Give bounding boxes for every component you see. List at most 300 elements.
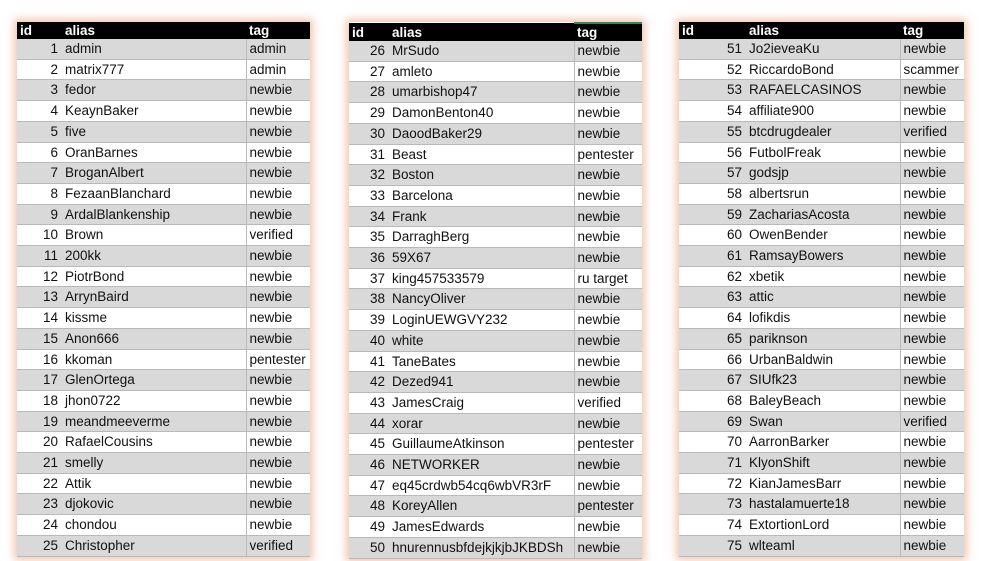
- table-row: [17, 370, 310, 391]
- table-row: [349, 392, 642, 413]
- tag-cell: newbie: [246, 370, 310, 391]
- table-row: [17, 39, 310, 59]
- tag-cell: newbie: [900, 370, 964, 391]
- tag-cell: newbie: [900, 142, 964, 163]
- id-cell: 75: [679, 535, 746, 556]
- tag-cell: verified: [246, 225, 310, 246]
- tag-cell: newbie: [900, 308, 964, 329]
- table-row: [679, 390, 964, 411]
- table-row: [679, 308, 964, 329]
- id-cell: 31: [349, 144, 389, 165]
- table-row: [679, 328, 964, 349]
- id-cell: 39: [349, 310, 389, 331]
- table-row: [679, 59, 964, 80]
- table-row: [349, 227, 642, 248]
- table-row: [679, 535, 964, 556]
- id-cell: 25: [17, 535, 62, 556]
- alias-cell: 200kk: [62, 246, 246, 267]
- alias-cell: Barcelona: [389, 185, 574, 206]
- tag-cell: newbie: [574, 82, 642, 103]
- alias-cell: KeaynBaker: [62, 101, 246, 122]
- tag-cell: newbie: [574, 537, 642, 558]
- table-row: [679, 370, 964, 391]
- header-row: [679, 22, 964, 39]
- header-row: [349, 23, 642, 41]
- table-row: [679, 101, 964, 122]
- id-cell: 29: [349, 103, 389, 124]
- id-cell: 34: [349, 206, 389, 227]
- alias-cell: Brown: [62, 225, 246, 246]
- table-row: [349, 517, 642, 538]
- id-cell: 26: [349, 41, 389, 61]
- tag-cell: newbie: [246, 453, 310, 474]
- id-cell: 71: [679, 453, 746, 474]
- table-row: [17, 453, 310, 474]
- tag-cell: newbie: [246, 494, 310, 515]
- id-cell: 57: [679, 163, 746, 184]
- id-cell: 68: [679, 390, 746, 411]
- id-cell: 62: [679, 266, 746, 287]
- table-row: [679, 432, 964, 453]
- tag-cell: newbie: [900, 246, 964, 267]
- id-cell: 16: [17, 349, 62, 370]
- user-table: [17, 22, 310, 557]
- tag-cell: pentester: [574, 144, 642, 165]
- alias-cell: RafaelCousins: [62, 432, 246, 453]
- tag-cell: newbie: [574, 310, 642, 331]
- alias-column-header: alias: [746, 22, 900, 39]
- table-row: [17, 308, 310, 329]
- table-row: [679, 142, 964, 163]
- id-cell: 70: [679, 432, 746, 453]
- tag-cell: newbie: [900, 183, 964, 204]
- table-row: [349, 372, 642, 393]
- table-body: [679, 39, 964, 556]
- alias-cell: godsjp: [746, 163, 900, 184]
- alias-cell: Jo2ieveaKu: [746, 39, 900, 59]
- user-table: [679, 22, 964, 557]
- tag-cell: newbie: [574, 455, 642, 476]
- tag-cell: newbie: [574, 330, 642, 351]
- id-column-header: id: [679, 22, 746, 39]
- table-row: [349, 268, 642, 289]
- table-row: [17, 328, 310, 349]
- id-cell: 73: [679, 494, 746, 515]
- alias-cell: LoginUEWGVY232: [389, 310, 574, 331]
- tag-cell: newbie: [246, 266, 310, 287]
- alias-cell: FezaanBlanchard: [62, 183, 246, 204]
- tag-cell: newbie: [246, 183, 310, 204]
- id-cell: 42: [349, 372, 389, 393]
- id-cell: 48: [349, 496, 389, 517]
- tag-cell: newbie: [246, 308, 310, 329]
- alias-cell: Dezed941: [389, 372, 574, 393]
- id-cell: 6: [17, 142, 62, 163]
- id-cell: 36: [349, 248, 389, 269]
- alias-cell: king457533579: [389, 268, 574, 289]
- alias-cell: NETWORKER: [389, 455, 574, 476]
- tag-cell: admin: [246, 59, 310, 80]
- alias-cell: RAFAELCASINOS: [746, 80, 900, 101]
- tag-cell: newbie: [900, 390, 964, 411]
- id-cell: 72: [679, 473, 746, 494]
- alias-cell: pariknson: [746, 328, 900, 349]
- alias-cell: JamesCraig: [389, 392, 574, 413]
- id-cell: 2: [17, 59, 62, 80]
- table-row: [17, 59, 310, 80]
- id-cell: 11: [17, 246, 62, 267]
- id-column-header: id: [17, 22, 62, 39]
- id-cell: 1: [17, 39, 62, 59]
- id-cell: 64: [679, 308, 746, 329]
- id-cell: 59: [679, 204, 746, 225]
- id-cell: 40: [349, 330, 389, 351]
- alias-cell: jhon0722: [62, 390, 246, 411]
- alias-cell: UrbanBaldwin: [746, 349, 900, 370]
- table-row: [17, 246, 310, 267]
- tag-cell: verified: [900, 121, 964, 142]
- tag-cell: newbie: [900, 473, 964, 494]
- alias-cell: fedor: [62, 80, 246, 101]
- alias-cell: NancyOliver: [389, 289, 574, 310]
- alias-cell: hnurennusbfdejkjkjbJKBDSh: [389, 537, 574, 558]
- table-row: [349, 248, 642, 269]
- table-row: [679, 287, 964, 308]
- id-cell: 66: [679, 349, 746, 370]
- id-cell: 69: [679, 411, 746, 432]
- tag-cell: newbie: [900, 266, 964, 287]
- tag-cell: newbie: [900, 163, 964, 184]
- tag-cell: newbie: [900, 535, 964, 556]
- alias-cell: admin: [62, 39, 246, 59]
- alias-cell: KianJamesBarr: [746, 473, 900, 494]
- alias-cell: ArrynBaird: [62, 287, 246, 308]
- tag-cell: newbie: [574, 123, 642, 144]
- alias-cell: Beast: [389, 144, 574, 165]
- id-cell: 12: [17, 266, 62, 287]
- table-row: [349, 351, 642, 372]
- table-row: [679, 225, 964, 246]
- tag-cell: newbie: [900, 287, 964, 308]
- tag-column-header: tag: [900, 22, 964, 39]
- id-cell: 54: [679, 101, 746, 122]
- alias-cell: affiliate900: [746, 101, 900, 122]
- id-cell: 27: [349, 61, 389, 82]
- alias-cell: DaoodBaker29: [389, 123, 574, 144]
- tag-cell: pentester: [246, 349, 310, 370]
- alias-cell: KlyonShift: [746, 453, 900, 474]
- id-cell: 22: [17, 473, 62, 494]
- tag-cell: newbie: [246, 246, 310, 267]
- tag-cell: newbie: [900, 80, 964, 101]
- user-table-2: [349, 22, 642, 559]
- tag-cell: newbie: [574, 351, 642, 372]
- id-cell: 18: [17, 390, 62, 411]
- tag-cell: newbie: [246, 328, 310, 349]
- id-cell: 37: [349, 268, 389, 289]
- id-cell: 24: [17, 515, 62, 536]
- id-cell: 43: [349, 392, 389, 413]
- table-row: [679, 183, 964, 204]
- alias-cell: RiccardoBond: [746, 59, 900, 80]
- tag-cell: admin: [246, 39, 310, 59]
- tag-cell: newbie: [900, 101, 964, 122]
- alias-cell: Anon666: [62, 328, 246, 349]
- table-body: [349, 41, 642, 558]
- tag-cell: newbie: [574, 517, 642, 538]
- id-cell: 32: [349, 165, 389, 186]
- tag-cell: newbie: [246, 121, 310, 142]
- table-row: [349, 144, 642, 165]
- table-row: [679, 349, 964, 370]
- table-row: [17, 287, 310, 308]
- alias-column-header: alias: [389, 23, 574, 41]
- id-cell: 47: [349, 475, 389, 496]
- tag-cell: newbie: [246, 163, 310, 184]
- id-cell: 56: [679, 142, 746, 163]
- id-cell: 19: [17, 411, 62, 432]
- alias-cell: xorar: [389, 413, 574, 434]
- table-row: [17, 390, 310, 411]
- user-table: [349, 22, 642, 559]
- id-cell: 23: [17, 494, 62, 515]
- tag-column-header: tag: [246, 22, 310, 39]
- id-cell: 21: [17, 453, 62, 474]
- user-table-1: [17, 22, 310, 557]
- table-row: [349, 310, 642, 331]
- alias-cell: wlteaml: [746, 535, 900, 556]
- id-cell: 13: [17, 287, 62, 308]
- alias-cell: hastalamuerte18: [746, 494, 900, 515]
- id-cell: 28: [349, 82, 389, 103]
- tag-cell: newbie: [574, 289, 642, 310]
- table-row: [349, 165, 642, 186]
- alias-cell: PiotrBond: [62, 266, 246, 287]
- table-row: [679, 39, 964, 59]
- id-cell: 15: [17, 328, 62, 349]
- alias-cell: OranBarnes: [62, 142, 246, 163]
- id-cell: 46: [349, 455, 389, 476]
- table-row: [17, 121, 310, 142]
- tag-cell: newbie: [900, 349, 964, 370]
- alias-cell: AarronBarker: [746, 432, 900, 453]
- tag-cell: newbie: [900, 494, 964, 515]
- id-cell: 58: [679, 183, 746, 204]
- id-cell: 20: [17, 432, 62, 453]
- id-cell: 7: [17, 163, 62, 184]
- tag-cell: newbie: [900, 432, 964, 453]
- table-row: [349, 537, 642, 558]
- alias-cell: GuillaumeAtkinson: [389, 434, 574, 455]
- alias-cell: Boston: [389, 165, 574, 186]
- tag-cell: newbie: [900, 515, 964, 536]
- table-row: [349, 434, 642, 455]
- alias-cell: SIUfk23: [746, 370, 900, 391]
- tag-cell: newbie: [900, 453, 964, 474]
- tag-cell: newbie: [246, 390, 310, 411]
- table-row: [17, 101, 310, 122]
- tag-cell: newbie: [900, 204, 964, 225]
- table-row: [349, 82, 642, 103]
- id-cell: 51: [679, 39, 746, 59]
- table-row: [17, 225, 310, 246]
- table-row: [17, 183, 310, 204]
- alias-cell: Frank: [389, 206, 574, 227]
- tag-cell: newbie: [246, 411, 310, 432]
- id-cell: 8: [17, 183, 62, 204]
- table-row: [349, 475, 642, 496]
- alias-cell: Attik: [62, 473, 246, 494]
- alias-cell: btcdrugdealer: [746, 121, 900, 142]
- table-body: [17, 39, 310, 556]
- table-row: [349, 61, 642, 82]
- id-cell: 4: [17, 101, 62, 122]
- alias-cell: white: [389, 330, 574, 351]
- alias-cell: matrix777: [62, 59, 246, 80]
- alias-cell: lofikdis: [746, 308, 900, 329]
- table-row: [679, 494, 964, 515]
- alias-cell: DamonBenton40: [389, 103, 574, 124]
- alias-cell: DarraghBerg: [389, 227, 574, 248]
- tag-cell: newbie: [900, 39, 964, 59]
- id-cell: 53: [679, 80, 746, 101]
- id-cell: 17: [17, 370, 62, 391]
- alias-cell: attic: [746, 287, 900, 308]
- alias-cell: MrSudo: [389, 41, 574, 61]
- alias-cell: JamesEdwards: [389, 517, 574, 538]
- id-cell: 50: [349, 537, 389, 558]
- alias-cell: Christopher: [62, 535, 246, 556]
- tag-cell: newbie: [574, 372, 642, 393]
- tag-cell: newbie: [246, 515, 310, 536]
- tag-cell: newbie: [246, 101, 310, 122]
- id-cell: 60: [679, 225, 746, 246]
- id-column-header: id: [349, 23, 389, 41]
- tag-cell: verified: [246, 535, 310, 556]
- alias-cell: amleto: [389, 61, 574, 82]
- table-row: [17, 515, 310, 536]
- tag-cell: newbie: [574, 185, 642, 206]
- table-row: [17, 80, 310, 101]
- alias-cell: FutbolFreak: [746, 142, 900, 163]
- table-row: [17, 535, 310, 556]
- alias-cell: meandmeeverme: [62, 411, 246, 432]
- alias-cell: kkoman: [62, 349, 246, 370]
- tag-cell: newbie: [246, 142, 310, 163]
- header-row: [17, 22, 310, 39]
- user-table-3: [679, 22, 964, 557]
- tag-cell: pentester: [574, 434, 642, 455]
- tag-cell: newbie: [900, 225, 964, 246]
- tag-cell: newbie: [574, 206, 642, 227]
- table-row: [679, 246, 964, 267]
- alias-cell: BroganAlbert: [62, 163, 246, 184]
- table-row: [17, 432, 310, 453]
- table-row: [349, 330, 642, 351]
- tag-cell: newbie: [246, 473, 310, 494]
- alias-cell: KoreyAllen: [389, 496, 574, 517]
- alias-cell: albertsrun: [746, 183, 900, 204]
- table-row: [679, 453, 964, 474]
- table-row: [17, 266, 310, 287]
- alias-cell: djokovic: [62, 494, 246, 515]
- table-row: [679, 473, 964, 494]
- id-cell: 45: [349, 434, 389, 455]
- tag-cell: newbie: [574, 475, 642, 496]
- table-row: [17, 473, 310, 494]
- table-row: [679, 80, 964, 101]
- id-cell: 38: [349, 289, 389, 310]
- tag-cell: newbie: [246, 80, 310, 101]
- table-row: [349, 103, 642, 124]
- tag-cell: scammer: [900, 59, 964, 80]
- id-cell: 3: [17, 80, 62, 101]
- table-row: [17, 349, 310, 370]
- table-row: [349, 185, 642, 206]
- tag-cell: newbie: [246, 287, 310, 308]
- tag-cell: pentester: [574, 496, 642, 517]
- tag-cell: ru target: [574, 268, 642, 289]
- id-cell: 44: [349, 413, 389, 434]
- table-row: [349, 413, 642, 434]
- table-row: [679, 204, 964, 225]
- table-row: [349, 455, 642, 476]
- alias-cell: OwenBender: [746, 225, 900, 246]
- tag-cell: newbie: [574, 248, 642, 269]
- id-cell: 30: [349, 123, 389, 144]
- table-row: [349, 496, 642, 517]
- alias-cell: ZachariasAcosta: [746, 204, 900, 225]
- table-row: [17, 411, 310, 432]
- table-row: [349, 123, 642, 144]
- tag-cell: verified: [574, 392, 642, 413]
- tag-cell: newbie: [574, 61, 642, 82]
- id-cell: 14: [17, 308, 62, 329]
- id-cell: 74: [679, 515, 746, 536]
- table-row: [679, 266, 964, 287]
- table-row: [17, 494, 310, 515]
- id-cell: 10: [17, 225, 62, 246]
- id-cell: 33: [349, 185, 389, 206]
- table-row: [349, 206, 642, 227]
- id-cell: 5: [17, 121, 62, 142]
- table-row: [349, 289, 642, 310]
- table-row: [17, 163, 310, 184]
- alias-cell: kissme: [62, 308, 246, 329]
- alias-cell: ExtortionLord: [746, 515, 900, 536]
- alias-cell: Swan: [746, 411, 900, 432]
- table-row: [349, 41, 642, 61]
- id-cell: 52: [679, 59, 746, 80]
- id-cell: 35: [349, 227, 389, 248]
- alias-cell: TaneBates: [389, 351, 574, 372]
- alias-cell: smelly: [62, 453, 246, 474]
- alias-cell: xbetik: [746, 266, 900, 287]
- alias-cell: BaleyBeach: [746, 390, 900, 411]
- id-cell: 9: [17, 204, 62, 225]
- tag-cell: newbie: [574, 103, 642, 124]
- alias-cell: five: [62, 121, 246, 142]
- alias-cell: GlenOrtega: [62, 370, 246, 391]
- table-row: [17, 142, 310, 163]
- alias-cell: umarbishop47: [389, 82, 574, 103]
- alias-cell: chondou: [62, 515, 246, 536]
- alias-cell: eq45crdwb54cq6wbVR3rF: [389, 475, 574, 496]
- tag-cell: newbie: [574, 227, 642, 248]
- tag-cell: newbie: [574, 413, 642, 434]
- id-cell: 61: [679, 246, 746, 267]
- table-row: [679, 411, 964, 432]
